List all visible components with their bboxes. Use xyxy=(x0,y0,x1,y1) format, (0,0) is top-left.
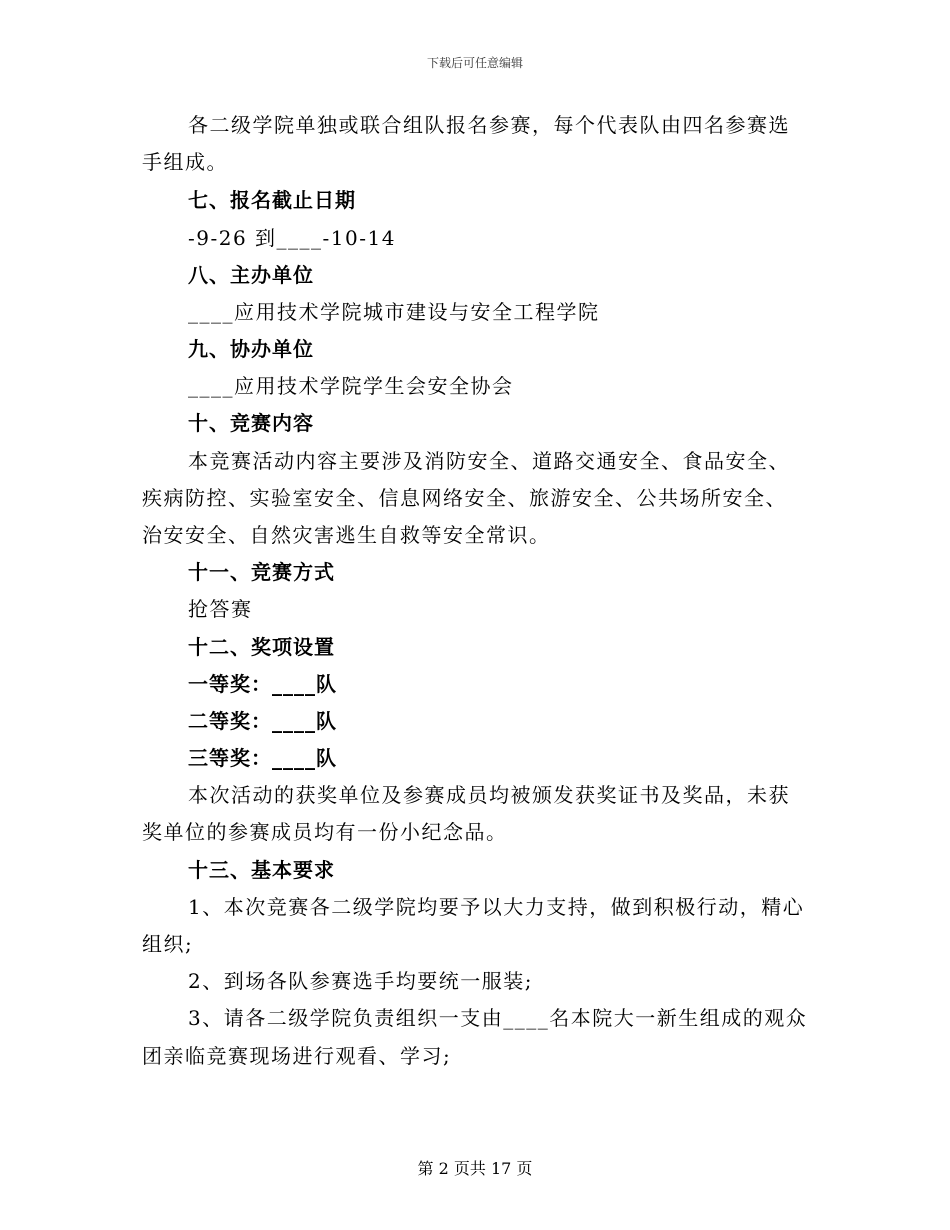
award-line: 二等奖：____队 xyxy=(188,709,337,733)
paragraph-line: 本竞赛活动内容主要涉及消防安全、道路交通安全、食品安全、 xyxy=(188,449,790,473)
paragraph-line: 各二级学院单独或联合组队报名参赛，每个代表队由四名参赛选 xyxy=(188,113,790,137)
paragraph-line: 2、到场各队参赛选手均要统一服装; xyxy=(188,969,533,993)
section-heading: 十三、基本要求 xyxy=(188,858,335,882)
section-heading: 九、协办单位 xyxy=(188,337,314,361)
paragraph-line: 手组成。 xyxy=(142,150,228,174)
paragraph-line: 团亲临竞赛现场进行观看、学习; xyxy=(142,1044,452,1068)
section-heading: 七、报名截止日期 xyxy=(188,188,356,212)
award-line: 三等奖：____队 xyxy=(188,746,337,770)
paragraph-line: -9-26 到____-10-14 xyxy=(188,226,396,250)
paragraph-line: 本次活动的获奖单位及参赛成员均被颁发获奖证书及奖品，未获 xyxy=(188,783,790,807)
paragraph-line: ____应用技术学院学生会安全协会 xyxy=(188,374,514,398)
paragraph-line: 奖单位的参赛成员均有一份小纪念品。 xyxy=(142,820,508,844)
paragraph-line: 1、本次竞赛各二级学院均要予以大力支持，做到积极行动，精心 xyxy=(188,895,805,919)
paragraph-line: ____应用技术学院城市建设与安全工程学院 xyxy=(188,300,600,324)
paragraph-line: 组织; xyxy=(142,932,194,956)
page-footer: 第 2 页共 17 页 xyxy=(417,1159,533,1178)
section-heading: 十一、竞赛方式 xyxy=(188,560,335,584)
award-line: 一等奖：____队 xyxy=(188,672,337,696)
paragraph-line: 抢答赛 xyxy=(188,597,253,621)
section-heading: 十二、奖项设置 xyxy=(188,635,335,659)
section-heading: 十、竞赛内容 xyxy=(188,411,314,435)
page-header: 下载后可任意编辑 xyxy=(426,56,523,70)
paragraph-line: 治安安全、自然灾害逃生自救等安全常识。 xyxy=(142,523,551,547)
section-heading: 八、主办单位 xyxy=(188,263,314,287)
paragraph-line: 3、请各二级学院负责组织一支由____名本院大一新生组成的观众 xyxy=(188,1006,808,1030)
paragraph-line: 疾病防控、实验室安全、信息网络安全、旅游安全、公共场所安全、 xyxy=(142,486,787,510)
